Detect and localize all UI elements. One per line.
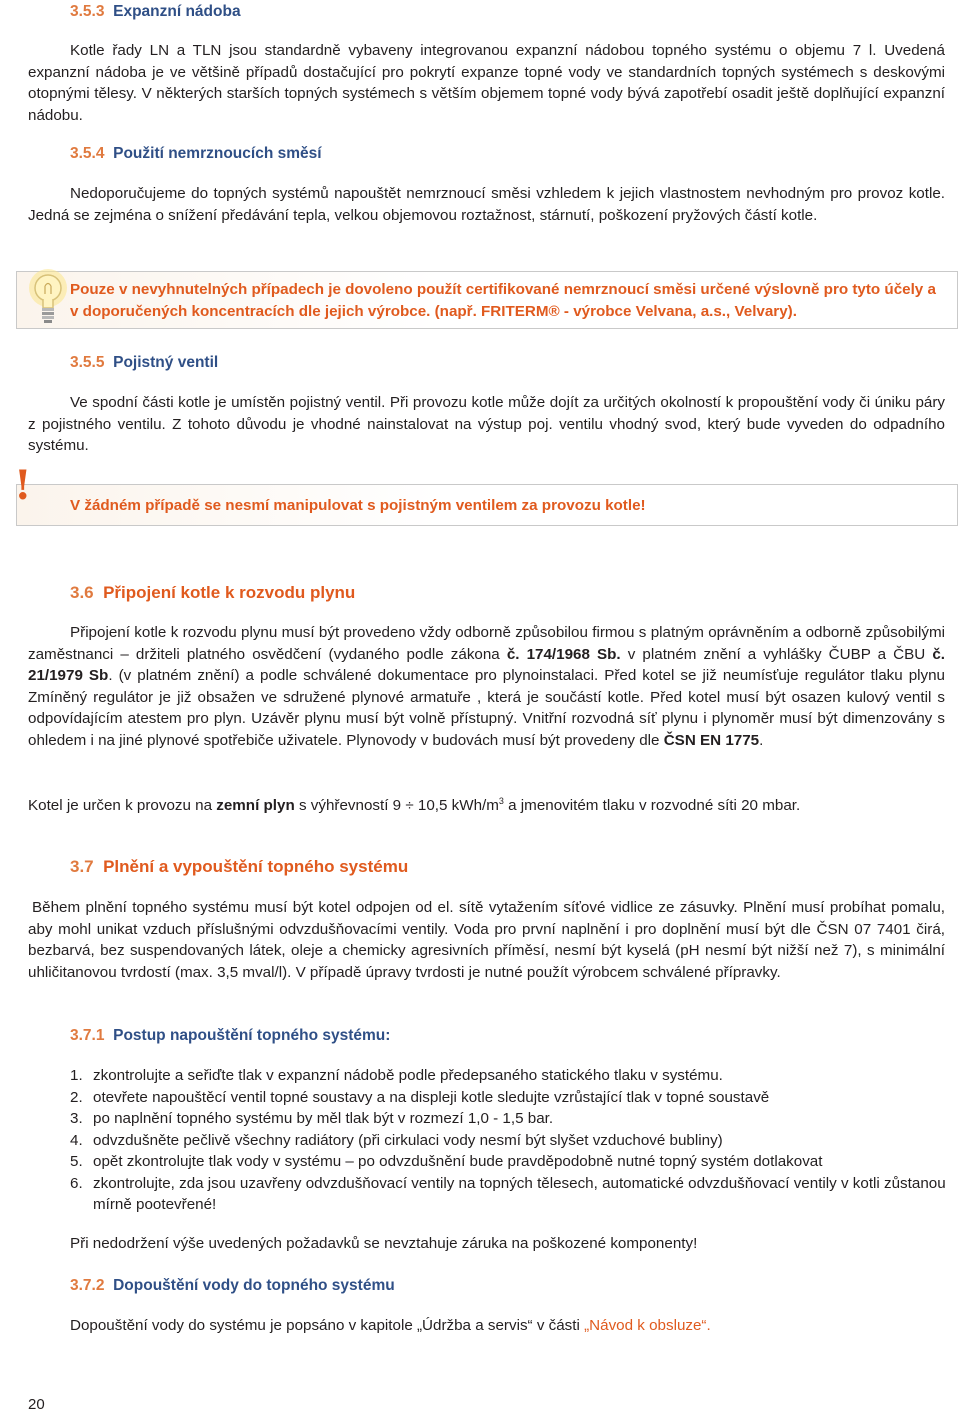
gas-type: zemní plyn — [216, 797, 295, 815]
heading-number: 3.7.1 — [70, 1027, 105, 1044]
heading-number: 3.7.2 — [70, 1277, 105, 1294]
text-run: . — [759, 731, 764, 749]
heading-title: Použití nemrznoucích směsí — [113, 145, 322, 162]
lightbulb-icon — [25, 266, 71, 326]
step-number: 1. — [70, 1067, 83, 1084]
paragraph-gas-connection — [28, 622, 945, 751]
heading-title: Postup napouštění topného systému: — [113, 1027, 391, 1044]
heading-title: Plnění a vypouštění topného systému — [103, 857, 409, 876]
step-number: 3. — [70, 1110, 83, 1127]
text-run: Dopouštění vody do systému je popsáno v kapitole „Údržba a servis“ v části — [70, 1317, 585, 1334]
heading-3-7-2 — [70, 1277, 395, 1295]
step-text: po naplnění topného systému by měl tlak být v rozmezí 1,0 - 1,5 bar. — [93, 1110, 554, 1127]
heading-title: Expanzní nádoba — [113, 3, 241, 20]
heading-3-7-1 — [70, 1027, 390, 1045]
exclamation-icon: ! — [14, 462, 32, 509]
step-number: 2. — [70, 1088, 83, 1106]
heading-3-7 — [70, 857, 408, 877]
step-text: zkontrolujte, zda jsou uzavřeny odvzdušňovací ventily na topných tělesech, automatické odvzdušňovací ventily v kotli zůstanou mírně pootevřené! — [93, 1174, 946, 1213]
note-text: Pouze v nevyhnutelných případech je dovoleno použít certifikované nemrznoucí směsi určené výslovně pro tyto účely a v doporučených koncentracích dle jejich výrobce. (např. FRITERM® - výrobce Velvana, a.s., Velvary). — [70, 281, 936, 320]
step-text: opět zkontrolujte tlak vody v systému – po odvzdušnění bude pravděpodobně nutné topný systém dotlakovat — [93, 1153, 823, 1170]
text-run: Připojení kotle k rozvodu plynu musí být provedeno vždy odborně způsobilou firmou s platným oprávněním a odborně způsobilými zaměstnanci – držiteli platného osvědčení (vydaného podle zákona — [28, 624, 945, 663]
law-reference: č. 174/1968 Sb. — [506, 645, 621, 663]
warning-text: V žádném případě se nesmí manipulovat s pojistným ventilem za provozu kotle! — [70, 497, 646, 514]
page-number: 20 — [28, 1396, 45, 1413]
warranty-note: Při nedodržení výše uvedených požadavků se nevztahuje záruka na poškozené komponenty! — [70, 1235, 698, 1252]
superscript: 3 — [498, 796, 504, 806]
heading-3-6 — [70, 583, 355, 603]
list-item — [70, 1173, 946, 1216]
decree-reference: č. 21/1979 Sb — [28, 645, 945, 684]
paragraph-topping-up — [70, 1315, 946, 1337]
heading-number: 3.5.3 — [70, 3, 105, 20]
step-text: zkontrolujte a seřiďte tlak v expanzní nádobě podle předepsaného statického tlaku v systému. — [93, 1067, 723, 1084]
heading-number: 3.7 — [70, 857, 94, 876]
heading-title: Dopouštění vody do topného systému — [113, 1277, 395, 1294]
paragraph-antifreeze: Nedoporučujeme do topných systémů napouštět nemrznoucí směsi vzhledem k jejich vlastnostem nevhodným pro provoz kotle. Jedná se zejména o snížení předávání tepla, velkou objemovou roztažnost, stárnutí, poškození pryžových částí kotle. — [28, 185, 945, 224]
text-run: a jmenovitém tlaku v rozvodné síti 20 mbar. — [503, 797, 801, 815]
text-run: Kotel je určen k provozu na — [28, 797, 217, 815]
list-item — [70, 1087, 946, 1109]
paragraph-gas-type — [28, 791, 945, 817]
note-box-antifreeze — [16, 271, 958, 329]
text-run: . (v platném znění) a podle schválené dokumentace pro plynoinstalaci. Před kotel se již neumísťuje regulátor tlaku plynu Zmíněný regulátor je již obsažen ve sdružené plynové armatuře , která je součástí kotle. Před kotel musí být osazen kulový ventil s odpovídajícím atestem pro plyn. Uzávěr plynu musí být volně přístupný. Vnitřní rozvodná síť plynu i plynoměr musí být dimenzovány s ohledem i na jiné plynové spotřebiče uživatele. Plynovody v budovách musí být provedeny dle — [28, 667, 946, 749]
step-text: otevřete napouštěcí ventil topné soustavy a na displeji kotle sledujte vzrůstající tlak v topné soustavě — [93, 1088, 770, 1106]
list-item — [70, 1130, 946, 1152]
step-text: odvzdušněte pečlivě všechny radiátory (při cirkulaci vody nesmí být slyšet vzduchové bubliny) — [93, 1131, 723, 1149]
manual-reference-link[interactable]: „Návod k obsluze“. — [584, 1317, 711, 1334]
paragraph-safety-valve: Ve spodní části kotle je umístěn pojistný ventil. Při provozu kotle může dojít za určitých okolností k propouštění vody či úniku páry z pojistného ventilu. Z tohoto důvodu je vhodné nainstalovat na výstup poj. ventilu vhodný svod, který bude vyveden do odpadního systému. — [28, 394, 945, 454]
heading-3-5-3 — [70, 3, 241, 21]
heading-number: 3.5.5 — [70, 354, 105, 371]
step-number: 4. — [70, 1131, 83, 1149]
heading-3-5-4 — [70, 145, 322, 163]
list-item — [70, 1065, 946, 1087]
text-run: s výhřevností 9 ÷ 10,5 kWh/m — [294, 797, 499, 815]
heading-title: Pojistný ventil — [113, 354, 219, 371]
warning-box-safety-valve — [14, 462, 958, 526]
text-run: v platném znění a vyhlášky ČUBP a ČBU — [620, 645, 933, 663]
heading-number: 3.5.4 — [70, 145, 105, 162]
list-item — [70, 1151, 946, 1173]
paragraph-filling: Během plnění topného systému musí být kotel odpojen od el. sítě vytažením síťové vidlice ze zásuvky. Plnění musí probíhat pomalu, aby mohl unikat vzduch příslušnými odvzdušňovacími ventily. Voda pro první naplnění i pro doplnění musí být dle ČSN 07 7401 čirá, bezbarvá, bez suspendovaných látek, oleje a chemicky agresivních příměsí, nesmí být kyselá (pH nesmí být nižší než 7), s minimální uhličitanovou tvrdostí (max. 3,5 mval/l). V případě úpravy tvrdosti je nutné použít výrobcem schválené přípravky. — [28, 899, 945, 981]
standard-reference: ČSN EN 1775 — [663, 731, 760, 749]
filling-steps-list — [70, 1065, 946, 1216]
paragraph-expansion-vessel: Kotle řady LN a TLN jsou standardně vybaveny integrovanou expanzní nádobou topného systému o objemu 7 l. Uvedená expanzní nádoba je ve většině případů dostačující pro pokrytí expanze topné vody ve standardních topných systémech s deskovými otopnými tělesy. V některých starších topných systémech s větším objemem topné vody bývá zapotřebí osadit ještě doplňující expanzní nádobu. — [28, 42, 945, 124]
step-number: 5. — [70, 1153, 83, 1170]
list-item — [70, 1108, 946, 1130]
heading-title: Připojení kotle k rozvodu plynu — [103, 583, 356, 602]
heading-3-5-5 — [70, 354, 218, 372]
heading-number: 3.6 — [70, 583, 94, 602]
step-number: 6. — [70, 1174, 83, 1192]
